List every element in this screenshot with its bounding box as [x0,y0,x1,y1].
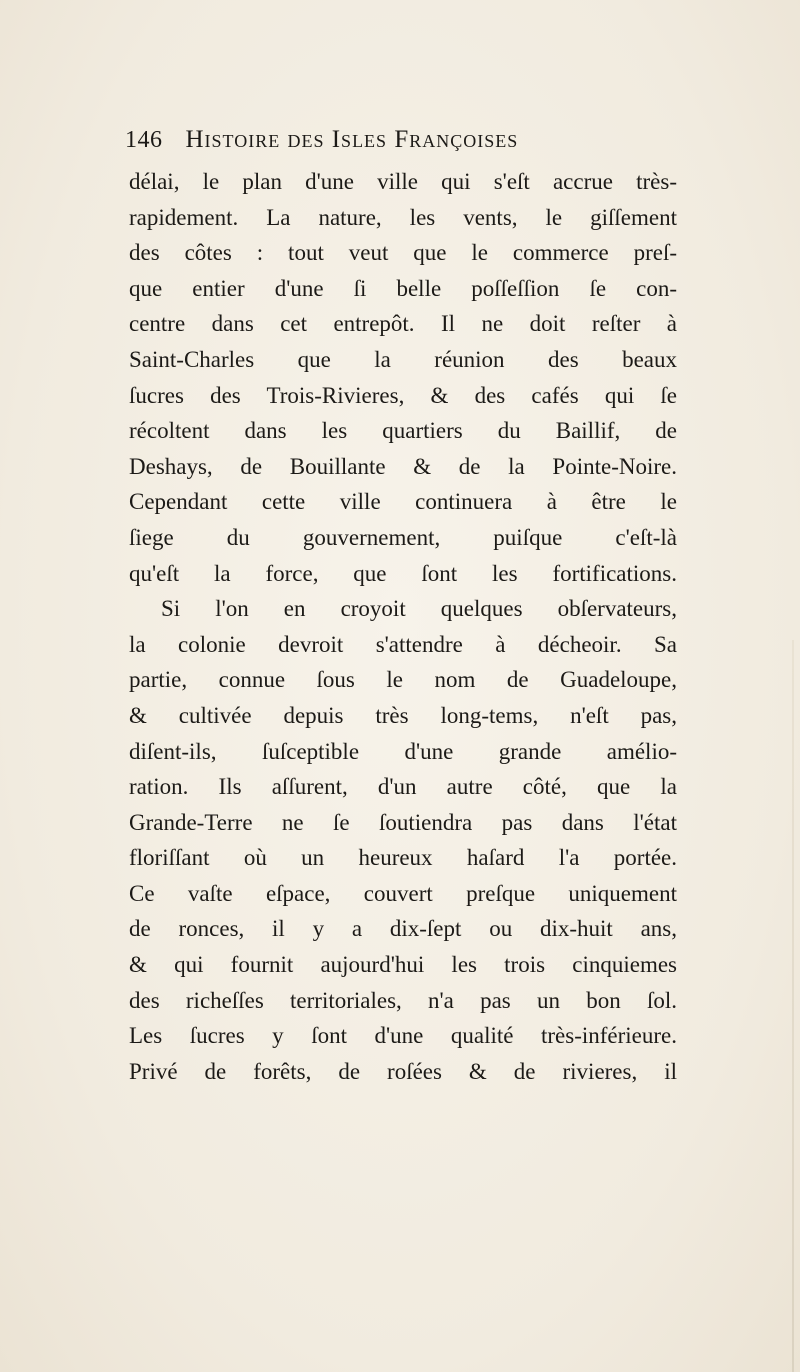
text-line: Deshays, de Bouillante & de la Pointe-Noire. [129,453,677,479]
text-line: des côtes : tout veut que le commerce preſ- [129,240,677,266]
page-number: 146 [125,127,163,153]
text-line: que entier d'une ſi belle poſſeſſion ſe con- [129,275,677,301]
paragraph-start-line: Si l'on en croyoit quelques obſervateurs, [161,596,677,622]
text-line: récoltent dans les quartiers du Baillif, de [129,418,677,444]
text-line: Cependant cette ville continuera à être le [129,489,677,515]
page-edge-shadow [792,640,794,1372]
text-line: ſucres des Trois-Rivieres, & des cafés qui ſe [129,382,677,408]
text-line: floriſſant où un heureux haſard l'a portée. [129,845,677,871]
text-line: Ce vaſte eſpace, couvert preſque uniquement [129,880,677,906]
text-line: de ronces, il y a dix-ſept ou dix-huit ans, [129,916,677,942]
running-head: Histoire des Isles Françoises [185,126,519,153]
text-line: des richeſſes territoriales, n'a pas un bon ſol. [129,987,677,1013]
page-header [125,126,685,162]
text-line: centre dans cet entrepôt. Il ne doit reſter à [129,311,677,337]
text-line: ration. Ils aſſurent, d'un autre côté, que la [129,774,677,800]
text-line: la colonie devroit s'attendre à décheoir. Sa [129,631,677,657]
text-line: Les ſucres y ſont d'une qualité très-inférieure. [129,1023,677,1049]
text-line: diſent-ils, ſuſceptible d'une grande amélio- [129,738,677,764]
text-line: Privé de forêts, de roſées & de rivieres, il [129,1058,677,1084]
text-line: Saint-Charles que la réunion des beaux [129,346,677,372]
text-line: & cultivée depuis très long-tems, n'eſt pas, [129,702,677,728]
body-text [129,164,677,1089]
text-line: délai, le plan d'une ville qui s'eſt accrue très- [129,169,677,194]
text-line: partie, connue ſous le nom de Guadeloupe, [129,667,677,693]
text-line: ſiege du gouvernement, puiſque c'eſt-là [129,524,677,550]
text-line: qu'eſt la force, que ſont les fortifications. [129,560,677,586]
text-line: & qui fournit aujourd'hui les trois cinquiemes [129,952,677,978]
text-line: rapidement. La nature, les vents, le giſſement [129,204,677,230]
text-line: Grande-Terre ne ſe ſoutiendra pas dans l'état [129,809,677,835]
